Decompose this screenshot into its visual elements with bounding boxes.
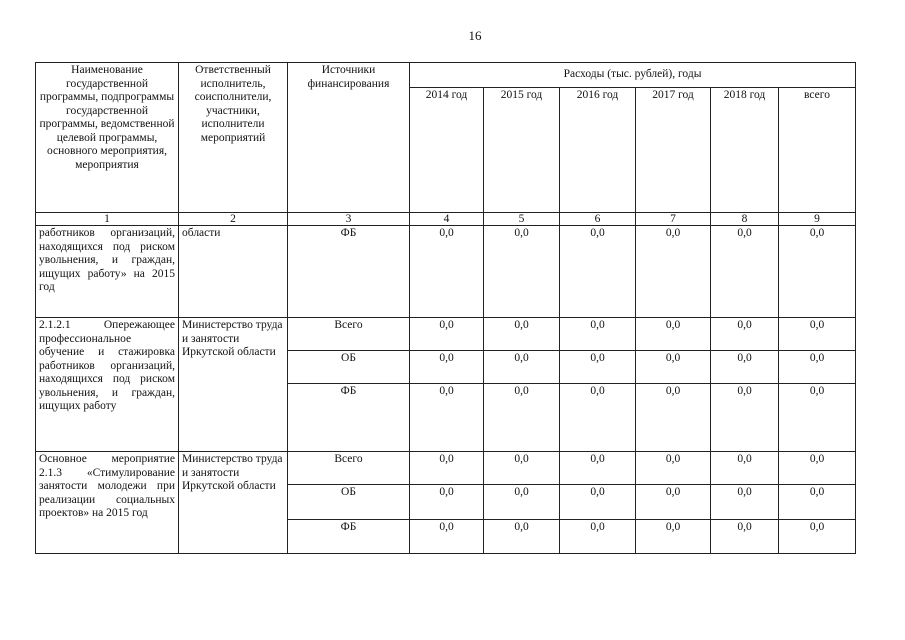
column-number: 4 [410, 213, 484, 226]
header-funding-source: Источники финансирования [288, 63, 410, 213]
value-cell: 0,0 [484, 485, 560, 520]
funding-source-cell: ФБ [288, 520, 410, 554]
column-number: 9 [779, 213, 856, 226]
value-cell: 0,0 [484, 520, 560, 554]
header-year: 2017 год [636, 88, 711, 213]
value-cell: 0,0 [560, 351, 636, 384]
header-year: 2015 год [484, 88, 560, 213]
header-year: 2016 год [560, 88, 636, 213]
value-cell: 0,0 [636, 351, 711, 384]
value-cell: 0,0 [560, 226, 636, 318]
value-cell: 0,0 [560, 452, 636, 485]
value-cell: 0,0 [779, 485, 856, 520]
value-cell: 0,0 [711, 318, 779, 351]
value-cell: 0,0 [636, 452, 711, 485]
column-number: 1 [36, 213, 179, 226]
value-cell: 0,0 [636, 520, 711, 554]
column-number: 2 [179, 213, 288, 226]
value-cell: 0,0 [484, 318, 560, 351]
value-cell: 0,0 [410, 520, 484, 554]
value-cell: 0,0 [636, 226, 711, 318]
value-cell: 0,0 [711, 452, 779, 485]
value-cell: 0,0 [484, 351, 560, 384]
program-name-cell: работников организаций, находящихся под риском увольнения, и граждан, ищущих работу» на 2015 год [36, 226, 179, 318]
value-cell: 0,0 [560, 384, 636, 452]
program-name-cell: 2.1.2.1 Опережающее профессиональное обучение и стажировка работников организаций, находящихся под риском увольнения, и граждан, ищущих работу [36, 318, 179, 452]
column-number: 6 [560, 213, 636, 226]
value-cell: 0,0 [711, 226, 779, 318]
funding-source-cell: Всего [288, 452, 410, 485]
value-cell: 0,0 [484, 452, 560, 485]
column-number: 7 [636, 213, 711, 226]
value-cell: 0,0 [779, 318, 856, 351]
value-cell: 0,0 [484, 226, 560, 318]
value-cell: 0,0 [711, 351, 779, 384]
table-row [36, 226, 856, 318]
value-cell: 0,0 [410, 226, 484, 318]
column-number: 3 [288, 213, 410, 226]
table-row [36, 318, 856, 351]
funding-source-cell: Всего [288, 318, 410, 351]
executor-cell: области [179, 226, 288, 318]
header-executor: Ответственный исполнитель, соисполнители, участники, исполнители мероприятий [179, 63, 288, 213]
value-cell: 0,0 [711, 384, 779, 452]
value-cell: 0,0 [410, 485, 484, 520]
value-cell: 0,0 [711, 520, 779, 554]
value-cell: 0,0 [779, 384, 856, 452]
program-name-cell: Основное мероприятие 2.1.3 «Стимулирование занятости молодежи при реализации социальных проектов» на 2015 год [36, 452, 179, 554]
page-number: 16 [468, 28, 482, 43]
funding-source-cell: ОБ [288, 351, 410, 384]
funding-source-cell: ФБ [288, 384, 410, 452]
header-expenses: Расходы (тыс. рублей), годы [410, 63, 856, 88]
value-cell: 0,0 [779, 226, 856, 318]
value-cell: 0,0 [484, 384, 560, 452]
value-cell: 0,0 [636, 384, 711, 452]
value-cell: 0,0 [410, 452, 484, 485]
column-number: 5 [484, 213, 560, 226]
funding-source-cell: ОБ [288, 485, 410, 520]
value-cell: 0,0 [410, 351, 484, 384]
expenses-table [35, 62, 856, 554]
value-cell: 0,0 [410, 384, 484, 452]
table-row [36, 452, 856, 485]
value-cell: 0,0 [779, 452, 856, 485]
value-cell: 0,0 [779, 351, 856, 384]
header-program-name: Наименование государственной программы, подпрограммы государственной программы, ведомственной целевой программы, основного мероприятия, мероприятия [36, 63, 179, 213]
executor-cell: Министерство труда и занятости Иркутской области [179, 452, 288, 554]
value-cell: 0,0 [560, 520, 636, 554]
executor-cell: Министерство труда и занятости Иркутской области [179, 318, 288, 452]
column-number: 8 [711, 213, 779, 226]
value-cell: 0,0 [779, 520, 856, 554]
value-cell: 0,0 [410, 318, 484, 351]
value-cell: 0,0 [711, 485, 779, 520]
column-numbers-row [36, 213, 856, 226]
header-total: всего [779, 88, 856, 213]
value-cell: 0,0 [560, 485, 636, 520]
header-year: 2014 год [410, 88, 484, 213]
funding-source-cell: ФБ [288, 226, 410, 318]
value-cell: 0,0 [560, 318, 636, 351]
header-year: 2018 год [711, 88, 779, 213]
value-cell: 0,0 [636, 318, 711, 351]
value-cell: 0,0 [636, 485, 711, 520]
